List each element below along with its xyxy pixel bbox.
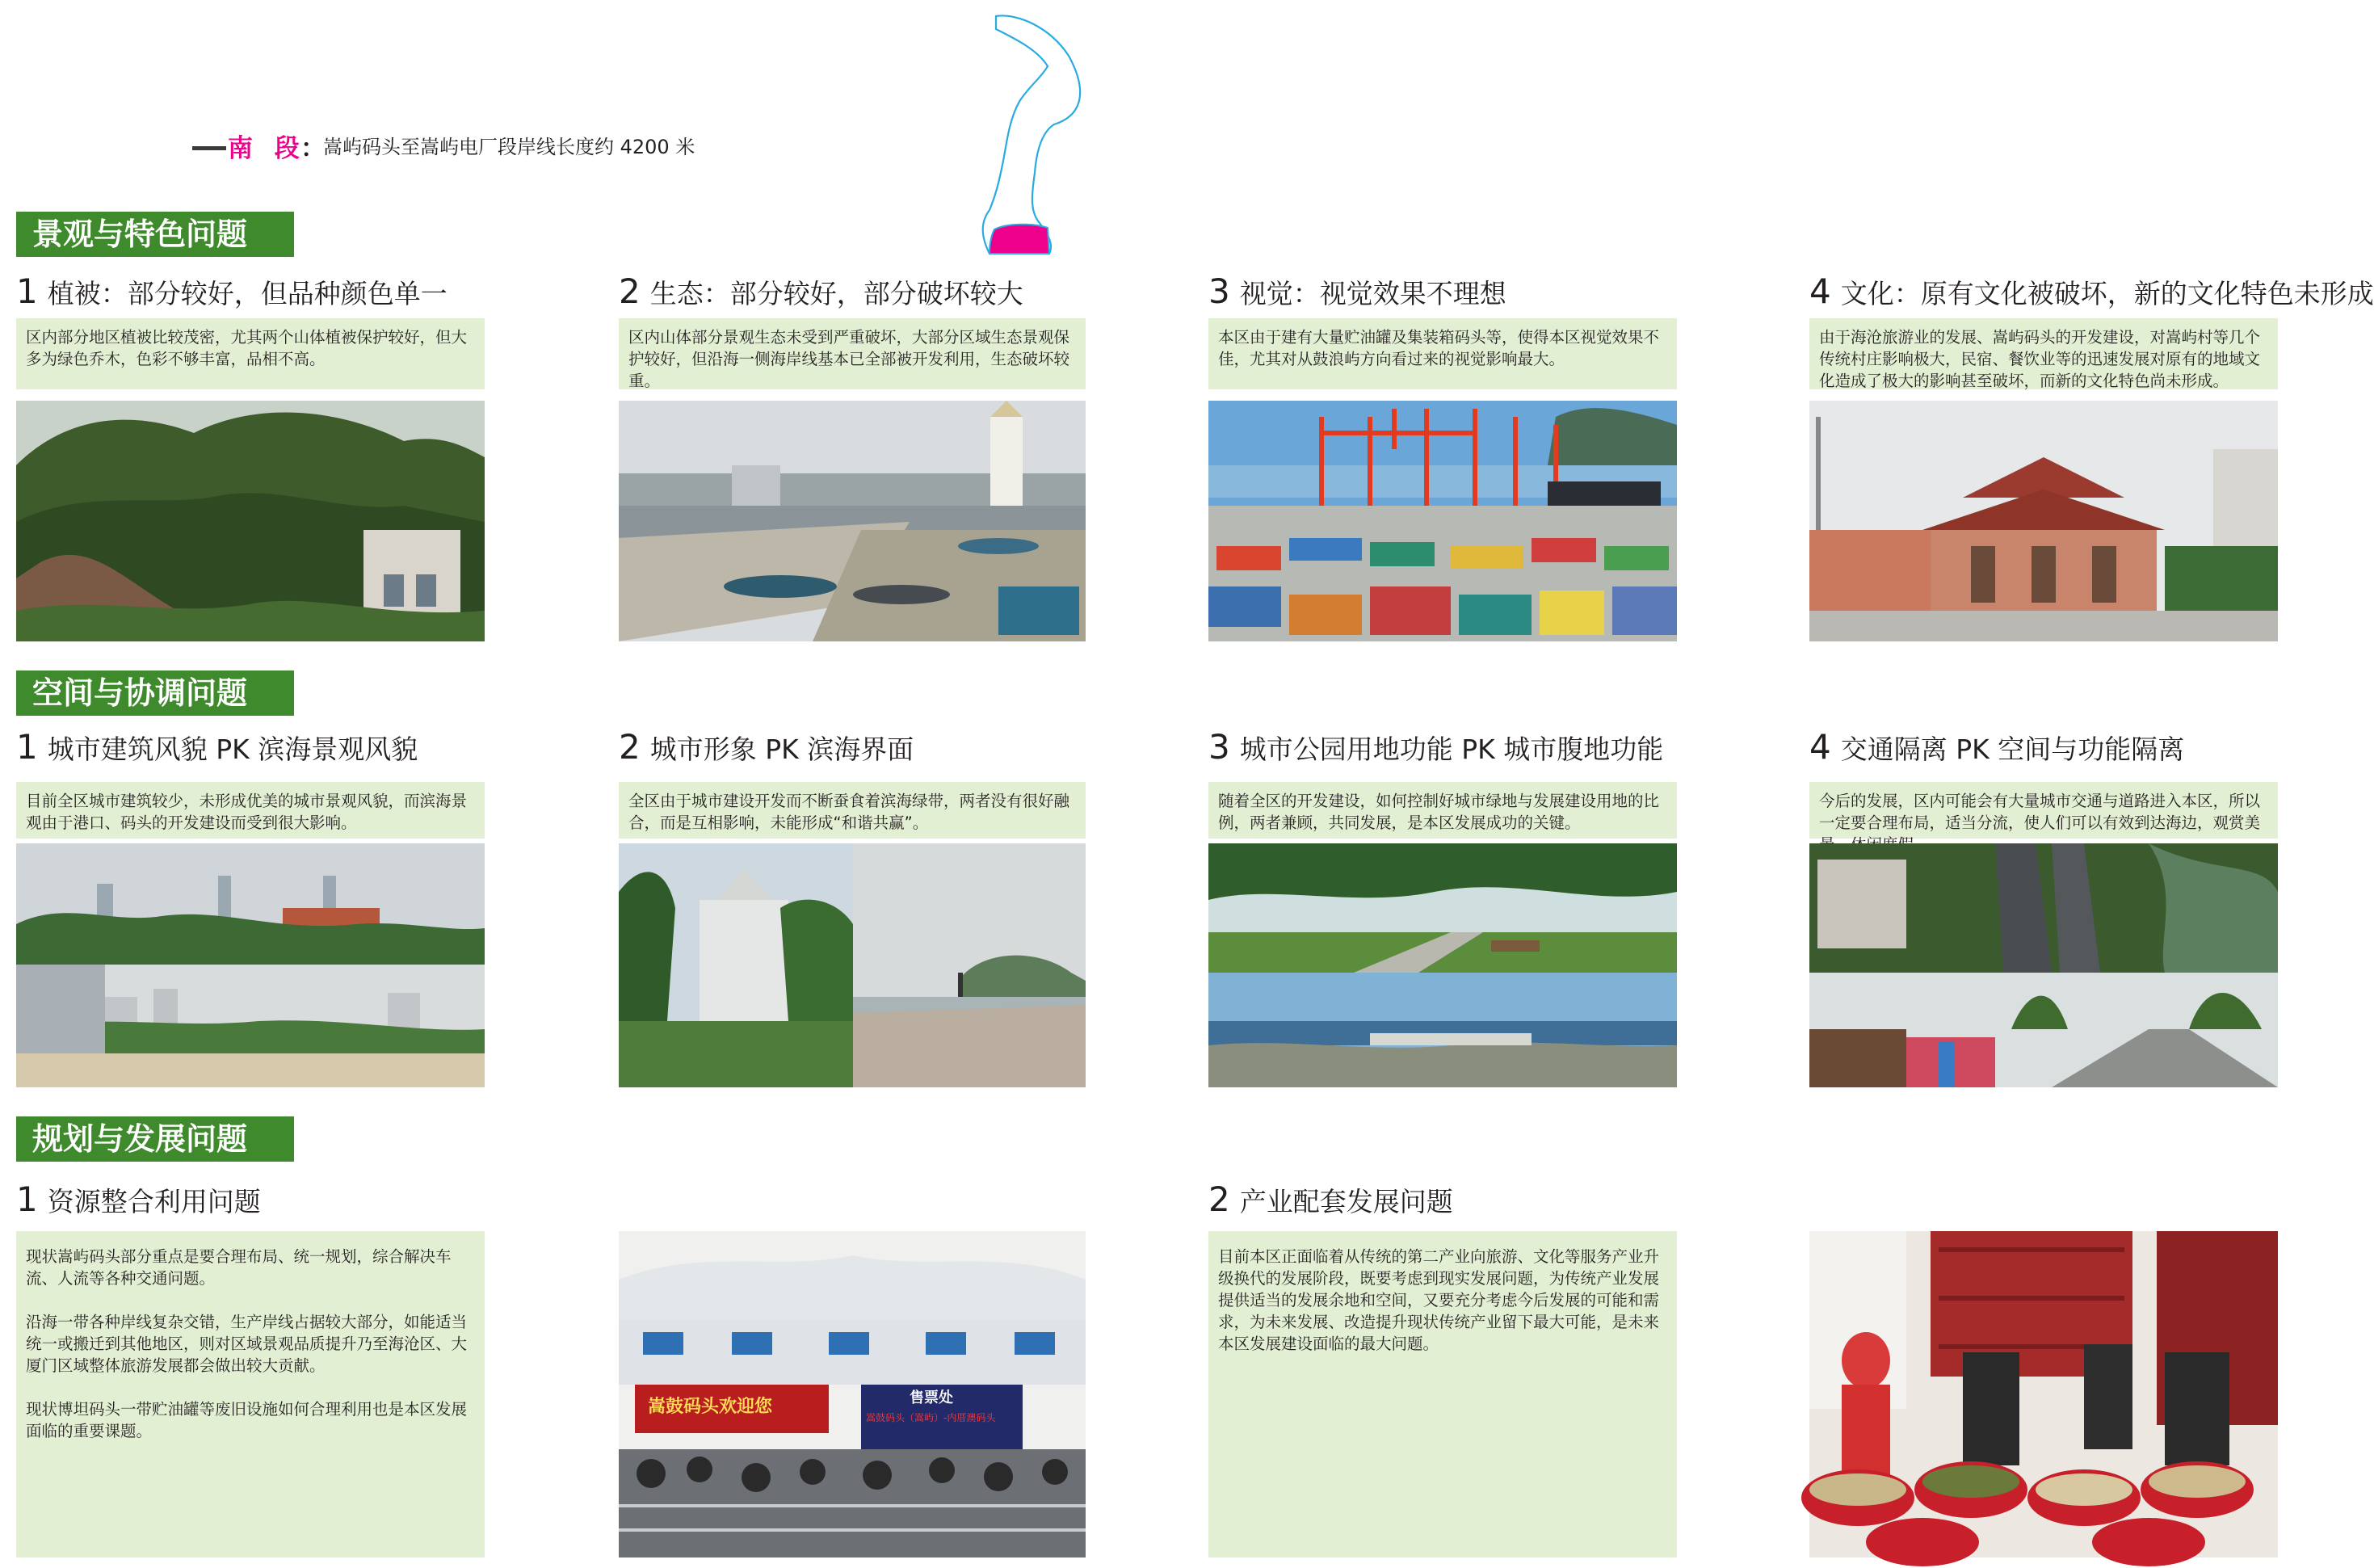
desc-traffic: 今后的发展，区内可能会有大量城市交通与道路进入本区，所以一定要合理布局，适当分流，使人们可以有效到达海边，观赏美	[1809, 782, 2278, 839]
item-number: 4	[1809, 727, 1831, 767]
item-title-text: 资源整合利用问题	[47, 1186, 261, 1217]
section-header-space: 空间与协调问题	[16, 670, 294, 716]
desc-architecture: 目前全区城市建筑较少，未形成优美的城市景观风貌，而滨海景观由于港口、码头的开发建设而受到很大影响。	[16, 782, 485, 839]
segment-dash	[192, 146, 226, 150]
coastline-map	[973, 11, 1095, 254]
item-title-traffic	[1809, 727, 2184, 767]
segment-name: 南 段	[228, 134, 306, 163]
item-title-text: 生态：部分较好，部分破坏较大	[649, 278, 1023, 309]
photo-vegetation	[16, 401, 485, 641]
desc-visual: 本区由于建有大量贮油罐及集装箱码头等，使得本区视觉效果不佳，尤其对从鼓浪屿方向看过来的视觉影响最大。	[1208, 318, 1677, 389]
photo-culture	[1809, 401, 2278, 641]
desc-paragraph: 现状博坦码头一带贮油罐等废旧设施如何合理利用也是本区发展面临的重要课题。	[26, 1400, 468, 1440]
item-title-text: 视觉：视觉效果不理想	[1239, 278, 1506, 309]
desc-industry	[1208, 1231, 1677, 1557]
item-title-text: 文化：原有文化被破坏，新的文化特色未形成	[1840, 278, 2374, 309]
item-title-city-image	[619, 727, 914, 767]
item-title-text: 产业配套发展问题	[1239, 1186, 1453, 1217]
segment-description: 嵩屿码头至嵩屿电厂段岸线长度约 4200 米	[323, 136, 695, 158]
ferry-schedule-board: 嵩鼓码头（嵩屿）-内厝澳码头	[866, 1412, 996, 1423]
photo-visual	[1208, 401, 1677, 641]
item-title-architecture	[16, 727, 418, 767]
desc-resource	[16, 1231, 485, 1557]
desc-city-image: 全区由于城市建设开发而不断蚕食着滨海绿带，两者没有很好融合，而是互相影响，未能形成“和谐共赢”。	[619, 782, 1086, 839]
desc-paragraph: 现状嵩屿码头部分重点是要合理布局、统一规划，综合解决车流、人流等各种交通问题。	[26, 1247, 452, 1288]
item-title-ecology	[619, 271, 1023, 311]
desc-culture: 由于海沧旅游业的发展、嵩屿码头的开发建设，对嵩屿村等几个传统村庄影响极大，民宿、餐饮业等的迅速发展对原有的地域文化造成了极大的影响甚至破坏，而新的文化特色尚未形成。	[1809, 318, 2278, 389]
item-number: 1	[16, 271, 38, 311]
section-header-planning: 规划与发展问题	[16, 1116, 294, 1162]
photo-traffic	[1809, 843, 2278, 1087]
item-number: 3	[1208, 271, 1230, 311]
desc-ecology: 区内山体部分景观生态未受到严重破坏，大部分区域生态景观保护较好，但沿海一侧海岸线基本已全部被开发利用，生态破坏较重。	[619, 318, 1086, 389]
terminal-welcome-banner: 嵩鼓码头欢迎您	[648, 1397, 773, 1417]
item-number: 4	[1809, 271, 1831, 311]
desc-park-land: 随着全区的开发建设，如何控制好城市绿地与发展建设用地的比例，两者兼顾，共同发展，是本区发展成功的关键。	[1208, 782, 1677, 839]
item-number: 1	[16, 1179, 38, 1219]
ticket-office-sign: 售票处	[910, 1389, 953, 1406]
photo-architecture	[16, 843, 485, 1087]
photo-park-land	[1208, 843, 1677, 1087]
photo-city-image	[619, 843, 1086, 1087]
item-number: 3	[1208, 727, 1230, 767]
desc-vegetation: 区内部分地区植被比较茂密，尤其两个山体植被保护较好，但大多为绿色乔木，色彩不够丰富，品相不高。	[16, 318, 485, 389]
item-number: 2	[619, 271, 641, 311]
item-title-text: 城市公园用地功能 PK 城市腹地功能	[1239, 734, 1664, 765]
segment-colon: ：	[300, 134, 326, 163]
desc-paragraph: 目前本区正面临着从传统的第二产业向旅游、文化等服务产业升级换代的发展阶段，既要考虑到现实发展问题，为传统产业发展提供适当的发展余地和空间，又要充分考虑今后发展的可能和需求，为未来发展、改造提升现状传统产业留下最大可能，是未来本区发展建设面临的最大问题。	[1218, 1247, 1660, 1353]
item-number: 1	[16, 727, 38, 767]
desc-paragraph: 沿海一带各种岸线复杂交错，生产岸线占据较大部分，如能适当统一或搬迁到其他地区，则对区域景观品质提升乃至海沧区、大厦门区域整体旅游发展都会做出较大贡献。	[26, 1313, 468, 1375]
photo-resource	[619, 1231, 1086, 1557]
section-header-landscape: 景观与特色问题	[16, 212, 294, 257]
item-title-visual	[1208, 271, 1506, 311]
item-title-text: 植被：部分较好，但品种颜色单一	[47, 278, 447, 309]
item-number: 2	[1208, 1179, 1230, 1219]
item-title-park-land	[1208, 727, 1663, 767]
photo-ecology	[619, 401, 1086, 641]
item-title-text: 城市建筑风貌 PK 滨海景观风貌	[47, 734, 418, 765]
item-title-culture	[1809, 271, 2374, 311]
photo-industry	[1809, 1231, 2278, 1557]
item-title-text: 交通隔离 PK 空间与功能隔离	[1840, 734, 2185, 765]
item-title-resource	[16, 1179, 261, 1219]
item-title-industry	[1208, 1179, 1453, 1219]
item-title-text: 城市形象 PK 滨海界面	[649, 734, 914, 765]
item-number: 2	[619, 727, 641, 767]
item-title-vegetation	[16, 271, 447, 311]
